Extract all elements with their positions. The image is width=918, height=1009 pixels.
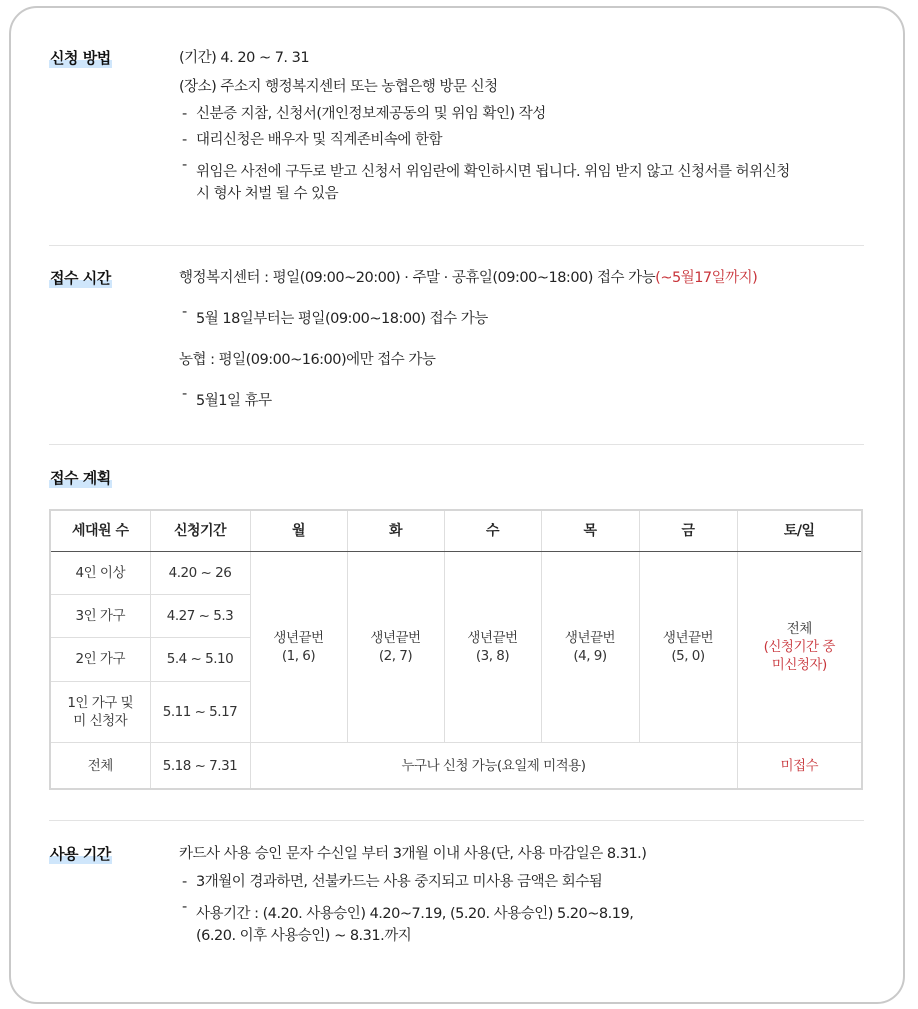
header-fri: 금 xyxy=(639,510,737,551)
cell-apply-period: 5.18 ~ 7.31 xyxy=(150,743,250,789)
reception-plan-table xyxy=(49,509,863,790)
section-title-method: 신청 방법 xyxy=(50,49,111,67)
cell-household-size: 4인 이상 xyxy=(50,551,150,594)
table-header-row xyxy=(50,510,862,551)
cell-weekend: 전체 (신청기간 중 미신청자) xyxy=(737,551,862,743)
cell-weekend-closed: 미접수 xyxy=(737,743,862,789)
divider xyxy=(49,820,864,821)
reception-nh-note: - 5월1일 휴무 xyxy=(182,386,272,409)
method-bullet-2: - 대리신청은 배우자 및 직계존비속에 한함 xyxy=(182,132,443,148)
cell-mon: 생년끝번 (1, 6) xyxy=(250,551,347,743)
method-note: - 위임은 사전에 구두로 받고 신청서 위임란에 확인하시면 됩니다. 위임 받지 않고 신청서를 허위신청 시 형사 처벌 될 수 있음 xyxy=(182,157,790,202)
cell-all-note: 누구나 신청 가능(요일제 미적용) xyxy=(250,743,737,789)
reception-center: 행정복지센터 : 평일(09:00~20:00) · 주말 · 공휴일(09:00~18:00) 접수 가능(~5월17일까지) xyxy=(179,270,758,286)
divider xyxy=(49,245,864,246)
method-bullet-1: - 신분증 지참, 신청서(개인정보제공동의 및 위임 확인) 작성 xyxy=(182,106,546,122)
header-weekend: 토/일 xyxy=(737,510,862,551)
method-period: (기간) 4. 20 ~ 7. 31 xyxy=(179,50,310,66)
cell-apply-period: 4.27 ~ 5.3 xyxy=(150,594,250,637)
header-tue: 화 xyxy=(347,510,444,551)
section-title-plan: 접수 계획 xyxy=(50,469,111,487)
cell-thu: 생년끝번 (4, 9) xyxy=(541,551,639,743)
divider xyxy=(49,444,864,445)
usage-note: - 사용기간 : (4.20. 사용승인) 4.20~7.19, (5.20. 사용승인) 5.20~8.19, (6.20. 이후 사용승인) ~ 8.31.까지 xyxy=(182,899,634,944)
cell-household-size: 전체 xyxy=(50,743,150,789)
header-wed: 수 xyxy=(444,510,541,551)
cell-apply-period: 5.4 ~ 5.10 xyxy=(150,638,250,681)
reception-nh: 농협 : 평일(09:00~16:00)에만 접수 가능 xyxy=(179,352,436,368)
usage-body xyxy=(179,844,864,946)
cell-household-size: 1인 가구 및 미 신청자 xyxy=(50,681,150,743)
header-household-size: 세대원 수 xyxy=(50,510,150,551)
cell-fri: 생년끝번 (5, 0) xyxy=(639,551,737,743)
reception-center-deadline: (~5월17일까지) xyxy=(655,270,758,286)
usage-bullet: - 3개월이 경과하면, 선불카드는 사용 중지되고 미사용 금액은 회수됨 xyxy=(182,874,603,890)
method-body xyxy=(179,48,864,204)
reception-center-note: - 5월 18일부터는 평일(09:00~18:00) 접수 가능 xyxy=(182,304,488,327)
method-place: (장소) 주소지 행정복지센터 또는 농협은행 방문 신청 xyxy=(179,79,498,95)
table-row xyxy=(50,551,862,594)
cell-household-size: 3인 가구 xyxy=(50,594,150,637)
header-mon: 월 xyxy=(250,510,347,551)
cell-apply-period: 4.20 ~ 26 xyxy=(150,551,250,594)
cell-wed: 생년끝번 (3, 8) xyxy=(444,551,541,743)
header-apply-period: 신청기간 xyxy=(150,510,250,551)
cell-tue: 생년끝번 (2, 7) xyxy=(347,551,444,743)
section-title-usage: 사용 기간 xyxy=(50,845,111,863)
cell-household-size: 2인 가구 xyxy=(50,638,150,681)
table-row xyxy=(50,743,862,789)
cell-apply-period: 5.11 ~ 5.17 xyxy=(150,681,250,743)
reception-body xyxy=(179,268,864,411)
section-title-reception: 접수 시간 xyxy=(50,269,111,287)
header-thu: 목 xyxy=(541,510,639,551)
usage-main: 카드사 사용 승인 문자 수신일 부터 3개월 이내 사용(단, 사용 마감일은 8.31.) xyxy=(179,846,647,862)
